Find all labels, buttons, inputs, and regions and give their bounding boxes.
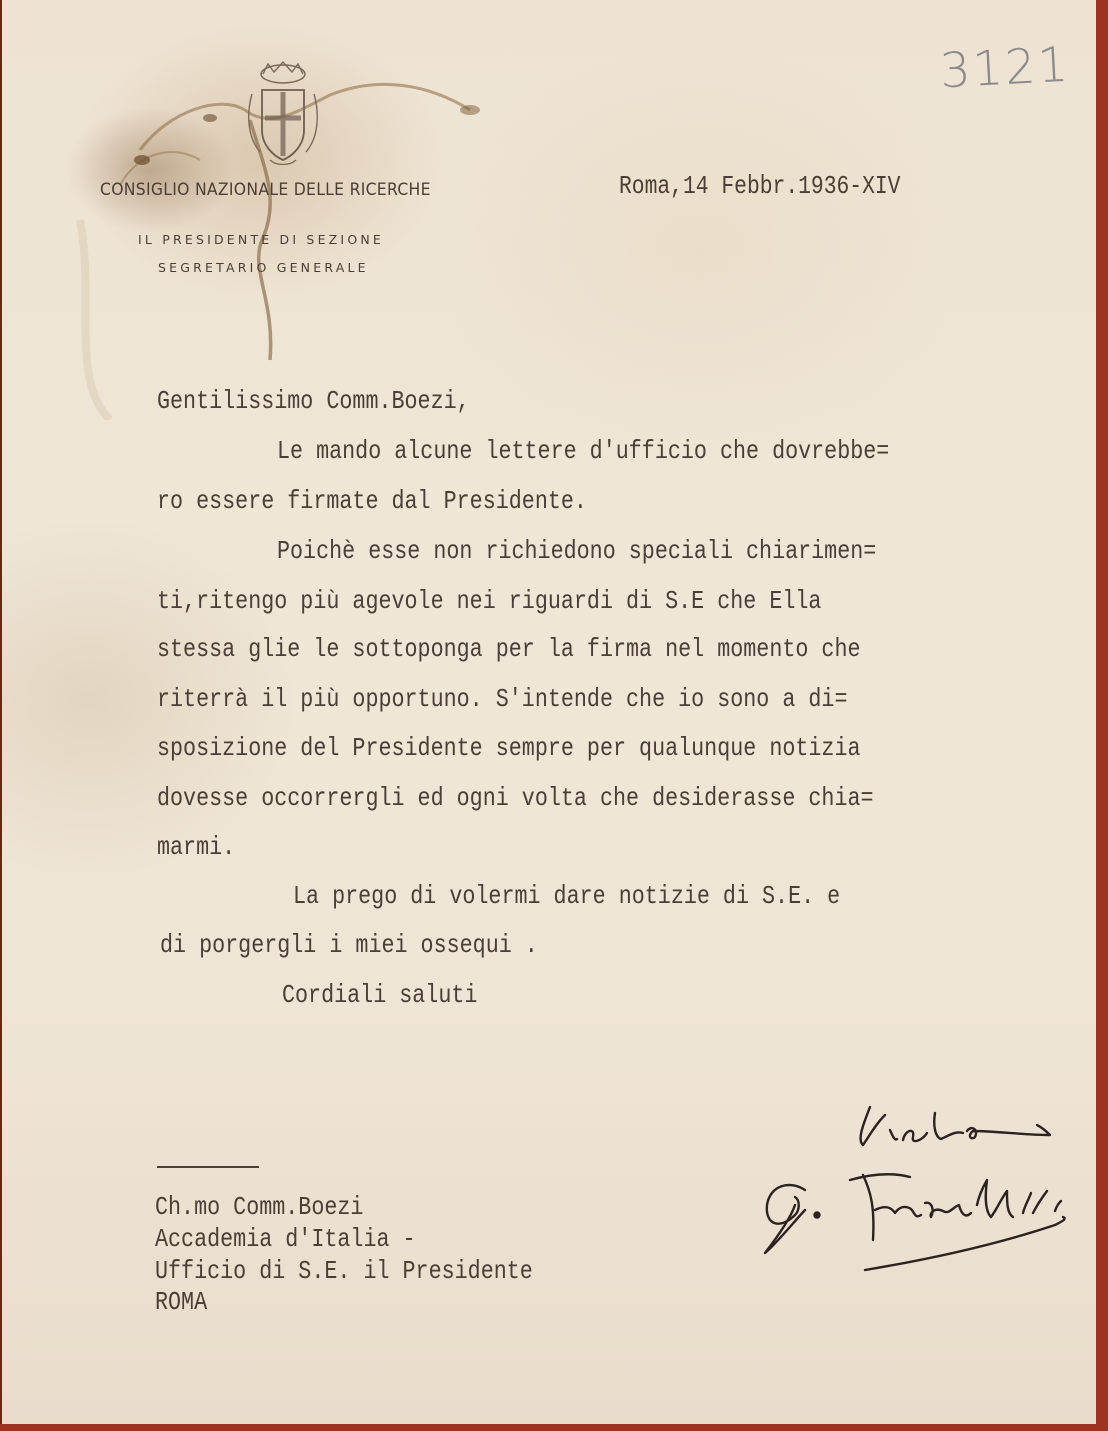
body-line: di porgergli i miei ossequi . bbox=[160, 930, 538, 960]
address-line: Accademia d'Italia - bbox=[155, 1224, 416, 1254]
body-line: La prego di volermi dare notizie di S.E. e bbox=[293, 881, 841, 911]
body-line: Le mando alcune lettere d'ufficio che dovrebbe= bbox=[277, 436, 890, 466]
body-line: Poichè esse non richiedono speciali chiarimen= bbox=[277, 536, 877, 566]
body-line: dovesse occorrergli ed ogni volta che desiderasse chia= bbox=[157, 783, 874, 813]
body-line: ti,ritengo più agevole nei riguardi di S.E che Ella bbox=[157, 586, 822, 616]
body-line: riterrà il più opportuno. S'intende che io sono a di= bbox=[157, 684, 848, 714]
address-divider bbox=[157, 1166, 259, 1168]
closing: Cordiali saluti bbox=[282, 980, 478, 1010]
body-line: sposizione del Presidente sempre per qualunque notizia bbox=[157, 733, 861, 763]
coat-of-arms-emblem bbox=[238, 60, 328, 170]
address-line: ROMA bbox=[155, 1287, 208, 1317]
salutation: Gentilissimo Comm.Boezi, bbox=[157, 386, 470, 416]
letterhead-organization: CONSIGLIO NAZIONALE DELLE RICERCHE bbox=[100, 180, 431, 200]
archive-number: 3121 bbox=[938, 36, 1072, 100]
body-line: stessa glie le sottoponga per la firma nel momento che bbox=[157, 634, 861, 664]
address-line: Ufficio di S.E. il Presidente bbox=[155, 1256, 533, 1286]
letterhead-subtitle-2: SEGRETARIO GENERALE bbox=[158, 260, 369, 275]
address-line: Ch.mo Comm.Boezi bbox=[155, 1192, 364, 1222]
dateline: Roma,14 Febbr.1936-XIV bbox=[619, 171, 901, 201]
body-line: ro essere firmate dal Presidente. bbox=[157, 486, 587, 516]
body-line: marmi. bbox=[157, 832, 236, 862]
water-stain bbox=[0, 0, 1096, 420]
handwritten-signature bbox=[745, 1095, 1075, 1285]
letterhead-subtitle-1: IL PRESIDENTE DI SEZIONE bbox=[138, 232, 385, 247]
